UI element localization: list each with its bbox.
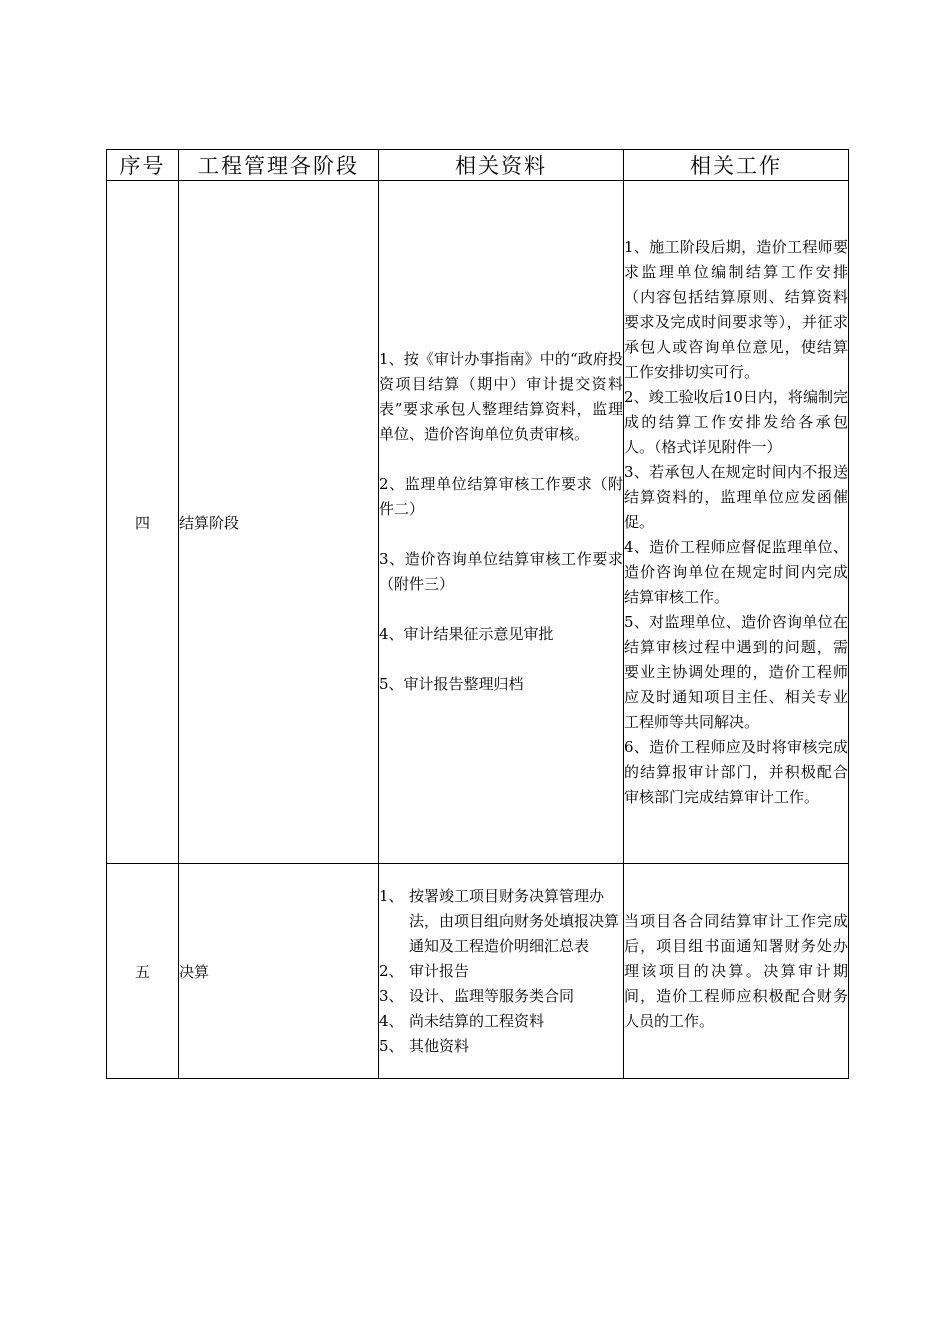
- work-item: 6、造价工程师应及时将审核完成的结算报审计部门，并积极配合审核部门完成结算审计工作。: [624, 737, 848, 806]
- resource-item: 2、监理单位结算审核工作要求（附件二）: [379, 475, 623, 518]
- row-stage: 决算: [179, 864, 379, 1079]
- resource-item: 1、按《审计办事指南》中的“政府投资项目结算（期中）审计提交资料表”要求承包人整理结算资料，监理单位、造价咨询单位负责审核。: [379, 350, 623, 443]
- work-item: 4、造价工程师应督促监理单位、造价咨询单位在规定时间内完成结算审核工作。: [624, 537, 848, 606]
- table-row: [107, 864, 849, 1079]
- resource-item-text: 按署竣工项目财务决算管理办法，由项目组向财务处填报决算通知及工程造价明细汇总表: [409, 886, 620, 955]
- resource-item-number: 4、: [379, 1011, 404, 1030]
- work-item: 2、竣工验收后10日内，将编制完成的结算工作安排发给各承包人。（格式详见附件一）: [624, 387, 848, 456]
- table-row: [107, 181, 849, 864]
- resource-item-number: 5、: [379, 1036, 404, 1055]
- row-work: [624, 181, 849, 864]
- row-resources: [379, 864, 624, 1079]
- resource-item: [379, 1034, 623, 1059]
- resource-item: 5、审计报告整理归档: [379, 675, 524, 693]
- resource-item-text: 设计、监理等服务类合同: [409, 986, 575, 1005]
- header-seq: 序号: [107, 150, 179, 181]
- resource-item: 4、审计结果征示意见审批: [379, 625, 554, 643]
- row-work: [624, 864, 849, 1079]
- resource-item-number: 3、: [379, 986, 404, 1005]
- resource-item: 3、造价咨询单位结算审核工作要求（附件三）: [379, 550, 623, 593]
- resource-item-text: 尚未结算的工程资料: [409, 1011, 545, 1030]
- row-seq: 四: [107, 181, 179, 864]
- stage-table: [106, 149, 849, 1079]
- resource-item: [379, 884, 623, 959]
- header-work: 相关工作: [624, 150, 849, 181]
- header-stage: 工程管理各阶段: [179, 150, 379, 181]
- row-stage: 结算阶段: [179, 181, 379, 864]
- work-item: 当项目各合同结算审计工作完成后，项目组书面通知署财务处办理该项目的决算。决算审计期间，造价工程师应积极配合财务人员的工作。: [624, 911, 848, 1030]
- row-resources: [379, 181, 624, 864]
- resource-item: [379, 984, 623, 1009]
- header-resources: 相关资料: [379, 150, 624, 181]
- resource-item-text: 审计报告: [409, 961, 470, 980]
- work-item: 3、若承包人在规定时间内不报送结算资料的，监理单位应发函催促。: [624, 462, 848, 531]
- resource-item-number: 2、: [379, 961, 404, 980]
- resource-item: [379, 959, 623, 984]
- resource-item-number: 1、: [379, 886, 404, 905]
- work-item: 1、施工阶段后期，造价工程师要求监理单位编制结算工作安排（内容包括结算原则、结算资料要求及完成时间要求等），并征求承包人或咨询单位意见，使结算工作安排切实可行。: [624, 237, 848, 381]
- resource-item: [379, 1009, 623, 1034]
- row-seq: 五: [107, 864, 179, 1079]
- resource-item-text: 其他资料: [409, 1036, 470, 1055]
- work-item: 5、对监理单位、造价咨询单位在结算审核过程中遇到的问题，需要业主协调处理的，造价工程师应及时通知项目主任、相关专业工程师等共同解决。: [624, 612, 848, 731]
- table-header-row: [107, 150, 849, 181]
